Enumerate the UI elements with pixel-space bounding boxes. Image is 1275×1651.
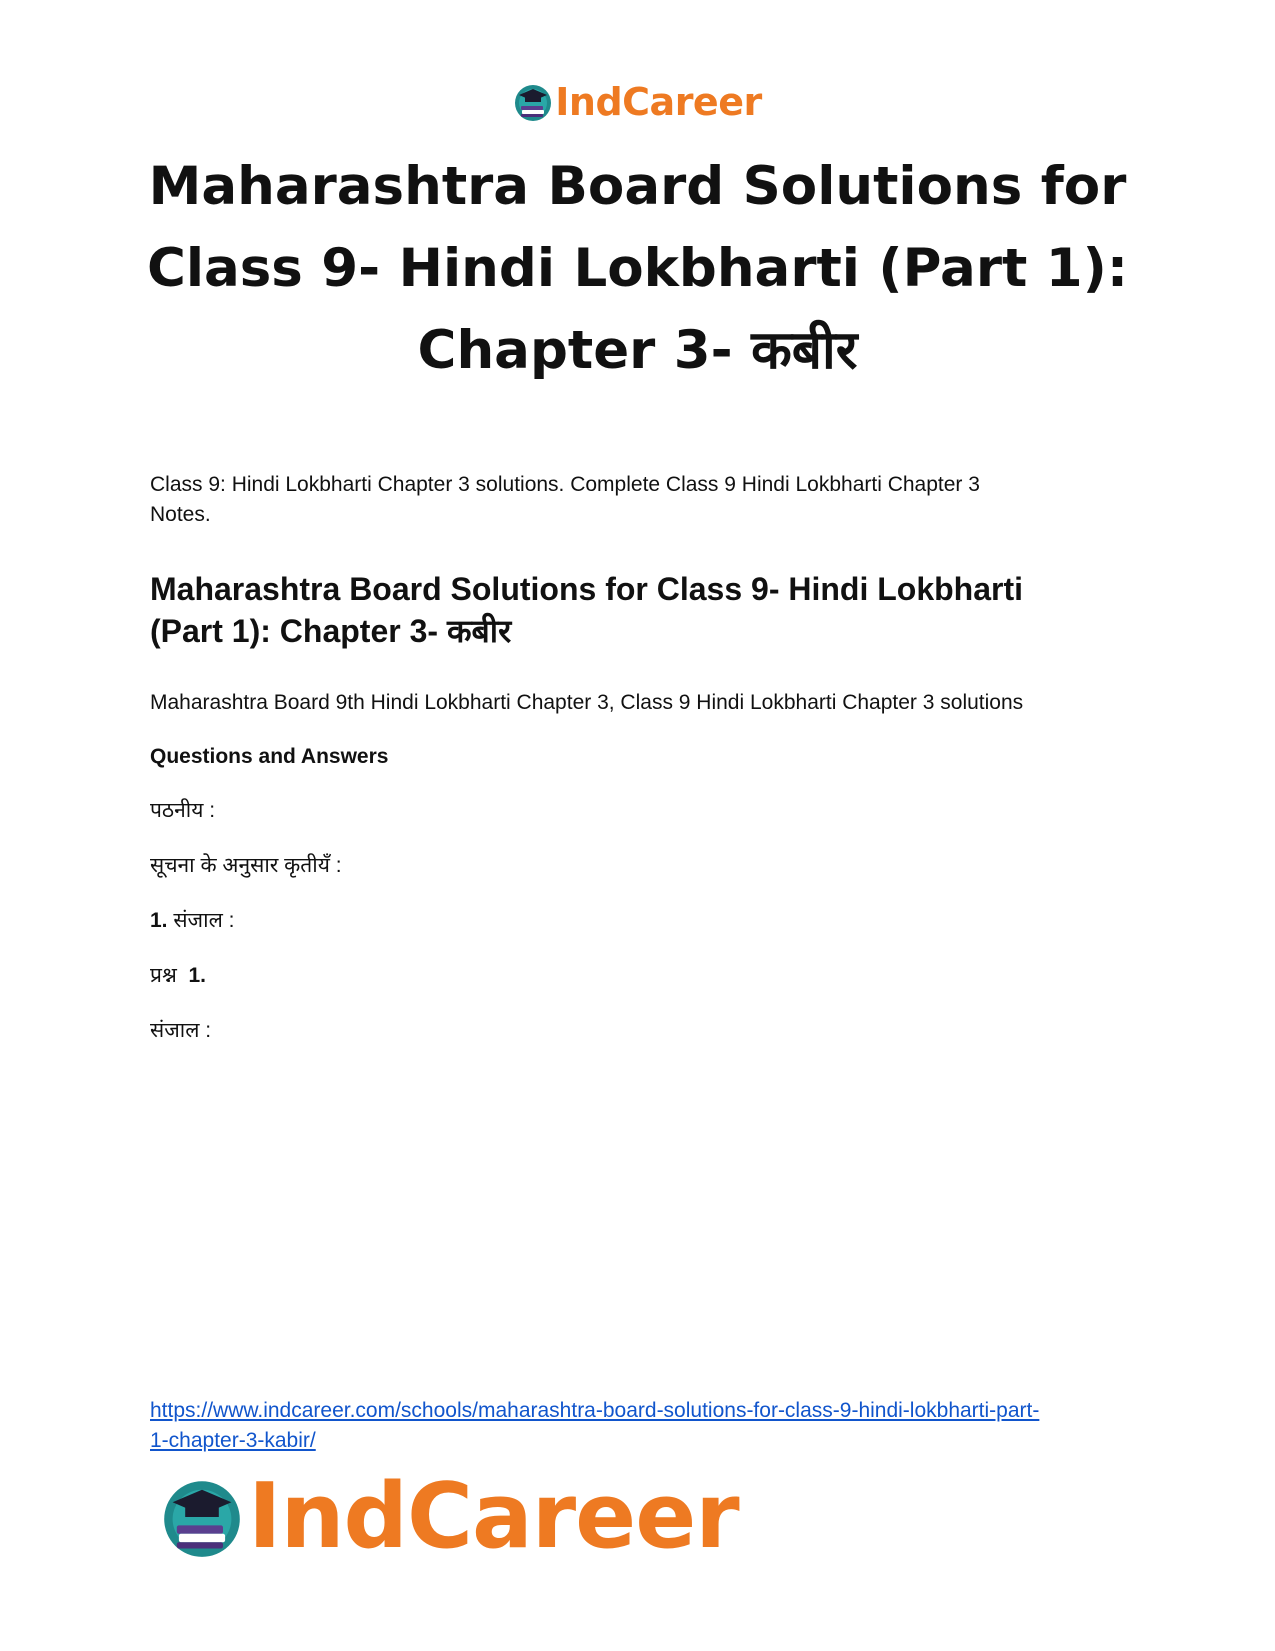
header-logo <box>0 80 1275 124</box>
item-sanjal-2: संजाल : <box>150 1019 212 1042</box>
intro-line-2: Notes. <box>150 503 211 526</box>
page-title-line-1: Maharashtra Board Solutions for <box>148 156 1127 217</box>
logo-wordmark: IndCareer <box>555 80 762 124</box>
source-url-line-2[interactable]: 1-chapter-3-kabir/ <box>150 1429 316 1452</box>
page-title <box>140 146 1135 392</box>
section-heading-line-1: Maharashtra Board Solutions for Class 9- Hindi Lokbharti <box>150 571 1024 607</box>
subtitle-paragraph: Maharashtra Board 9th Hindi Lokbharti Chapter 3, Class 9 Hindi Lokbharti Chapter 3 solutions <box>150 691 1024 714</box>
item-pathniya: पठनीय : <box>150 799 216 822</box>
section-heading-line-2: (Part 1): Chapter 3- कबीर <box>150 613 512 649</box>
item-prashna-label: प्रश्न <box>150 964 177 987</box>
footer-logo <box>160 1464 739 1569</box>
item-suchna: सूचना के अनुसार कृतीयँ : <box>150 854 342 877</box>
intro-line-1: Class 9: Hindi Lokbharti Chapter 3 solutions. Complete Class 9 Hindi Lokbharti Chapter 3 <box>150 473 980 496</box>
item-prashna-number: 1. <box>188 964 206 987</box>
section-heading <box>150 568 1023 652</box>
page-title-line-2: Class 9- Hindi Lokbharti (Part 1): <box>146 238 1129 299</box>
item-sanjal-title: संजाल : <box>167 909 235 932</box>
item-sanjal <box>150 906 234 936</box>
intro-paragraph <box>150 470 980 530</box>
footer-logo-wordmark: IndCareer <box>248 1464 739 1569</box>
page-title-line-3: Chapter 3- कबीर <box>417 320 858 381</box>
graduation-cap-book-icon <box>513 82 553 122</box>
source-url-line-1[interactable]: https://www.indcareer.com/schools/maharashtra-board-solutions-for-class-9-hindi-lokbharti-part- <box>150 1399 1040 1422</box>
qa-heading: Questions and Answers <box>150 745 389 768</box>
graduation-cap-book-icon <box>160 1475 244 1559</box>
source-url-link[interactable] <box>150 1396 1140 1456</box>
item-prashna <box>150 961 206 991</box>
item-sanjal-number: 1. <box>150 909 168 932</box>
